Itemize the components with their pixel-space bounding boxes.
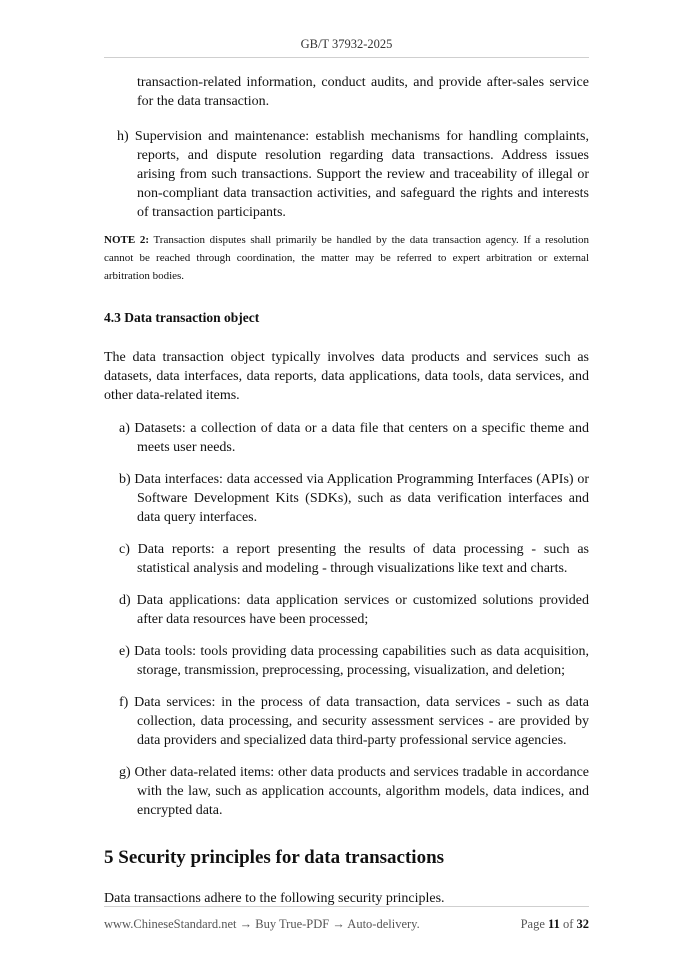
section-5-heading: 5 Security principles for data transactions xyxy=(104,847,445,868)
section-4-3-intro: The data transaction object typically involves data products and services such as datasets, data interfaces, data reports, data applications, data tools, data services, and other data-related items. xyxy=(104,350,589,403)
document-body xyxy=(104,73,589,908)
list-item-h: h) Supervision and maintenance: establish mechanisms for handling complaints, reports, and dispute resolution regarding data transactions. Address issues arising from such transactions. Support the review and traceability of illegal or non-compliant data transaction activities, and safeguard the rights and interests of transaction participants. xyxy=(117,129,589,220)
page-current: 11 xyxy=(548,917,560,931)
list-item-d: d) Data applications: data application services or customized solutions provided after data resources have been processed; xyxy=(119,593,589,627)
note-text: Transaction disputes shall primarily be handled by the data transaction agency. If a resolution cannot be reached through coordination, the matter may be referred to expert arbitration or external arbitration bodies. xyxy=(104,234,589,282)
list-item-a: a) Datasets: a collection of data or a data file that centers on a specific theme and meets user needs. xyxy=(119,421,589,455)
page-total: 32 xyxy=(576,917,589,931)
page-footer xyxy=(104,917,589,932)
list-item-b: b) Data interfaces: data accessed via Application Programming Interfaces (APIs) or Software Development Kits (SDKs), such as data verification interfaces and data query interfaces. xyxy=(119,472,589,525)
footer-link[interactable]: www.ChineseStandard.net → Buy True-PDF → Auto-delivery. xyxy=(104,917,420,931)
page-number xyxy=(521,917,589,932)
page-of: of xyxy=(562,917,574,931)
section-4-3-heading: 4.3 Data transaction object xyxy=(104,310,260,325)
note-2 xyxy=(104,231,589,285)
section-5-intro: Data transactions adhere to the following security principles. xyxy=(104,891,445,906)
page-word: Page xyxy=(520,917,545,931)
footer-divider xyxy=(104,906,589,907)
list-item-f: f) Data services: in the process of data transaction, data services - such as data collection, data processing, and security assessment services - are provided by data providers and specialized data third-party professional service agencies. xyxy=(119,695,589,748)
list-item-g: g) Other data-related items: other data products and services tradable in accordance with the law, such as application accounts, algorithm models, data indices, and encrypted data. xyxy=(119,765,589,818)
list-item-e: e) Data tools: tools providing data processing capabilities such as data acquisition, storage, transmission, preprocessing, processing, visualization, and deletion; xyxy=(119,644,589,678)
note-label: NOTE 2: xyxy=(104,234,149,246)
page-header: GB/T 37932-2025 xyxy=(300,37,393,51)
header-divider xyxy=(104,57,589,58)
list-item-c: c) Data reports: a report presenting the results of data processing - such as statistical analysis and modeling - through visualizations like text and charts. xyxy=(119,542,589,576)
list-item-g-continuation: transaction-related information, conduct audits, and provide after-sales service for the data transaction. xyxy=(137,75,589,109)
